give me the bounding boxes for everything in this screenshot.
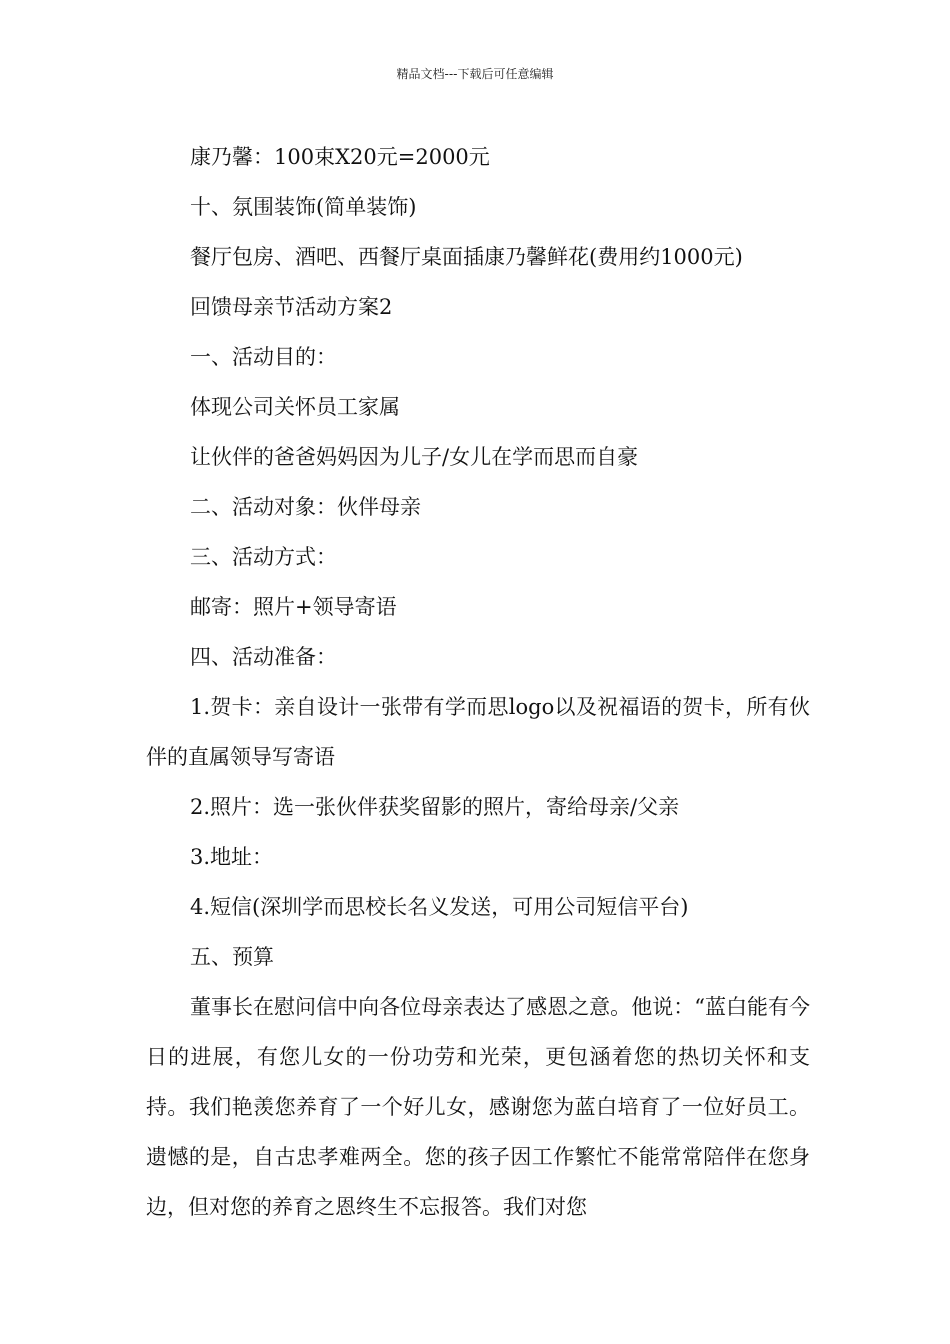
section-heading: 三、活动方式： [190,545,337,569]
section-heading: 五、预算 [190,945,274,969]
paragraph-greeting-card: 1.贺卡：亲自设计一张带有学而思logo以及祝福语的贺卡，所有伙伴的直属领导写寄语 [146,695,810,769]
section-heading: 十、氛围装饰(简单装饰) [190,195,417,219]
document-body [146,132,810,1232]
page-header-watermark: 精品文档---下载后可任意编辑 [396,67,554,81]
paragraph-line: 康乃馨：100束X20元=2000元 [190,145,490,169]
section-heading: 四、活动准备： [190,645,337,669]
paragraph-line: 让伙伴的爸爸妈妈因为儿子/女儿在学而思而自豪 [190,445,639,469]
paragraph-line: 餐厅包房、酒吧、西餐厅桌面插康乃馨鲜花(费用约1000元) [190,245,743,269]
section-heading: 一、活动目的： [190,345,337,369]
section-heading: 二、活动对象：伙伴母亲 [190,495,421,519]
paragraph-letter: 董事长在慰问信中向各位母亲表达了感恩之意。他说：“蓝白能有今日的进展，有您儿女的一份功劳和光荣，更包涵着您的热切关怀和支持。我们艳羡您养育了一个好儿女，感谢您为蓝白培育了一位好员工。遗憾的是，自古忠孝难两全。您的孩子因工作繁忙不能常常陪伴在您身边，但对您的养育之恩终生不忘报答。我们对您 [146,995,810,1219]
document-title: 回馈母亲节活动方案2 [190,295,393,319]
paragraph-line: 4.短信(深圳学而思校长名义发送，可用公司短信平台) [190,895,689,919]
paragraph-line: 3.地址： [190,845,274,869]
paragraph-line: 体现公司关怀员工家属 [190,395,400,419]
paragraph-line: 邮寄：照片+领导寄语 [190,595,397,619]
paragraph-line: 2.照片：选一张伙伴获奖留影的照片，寄给母亲/父亲 [190,795,680,819]
